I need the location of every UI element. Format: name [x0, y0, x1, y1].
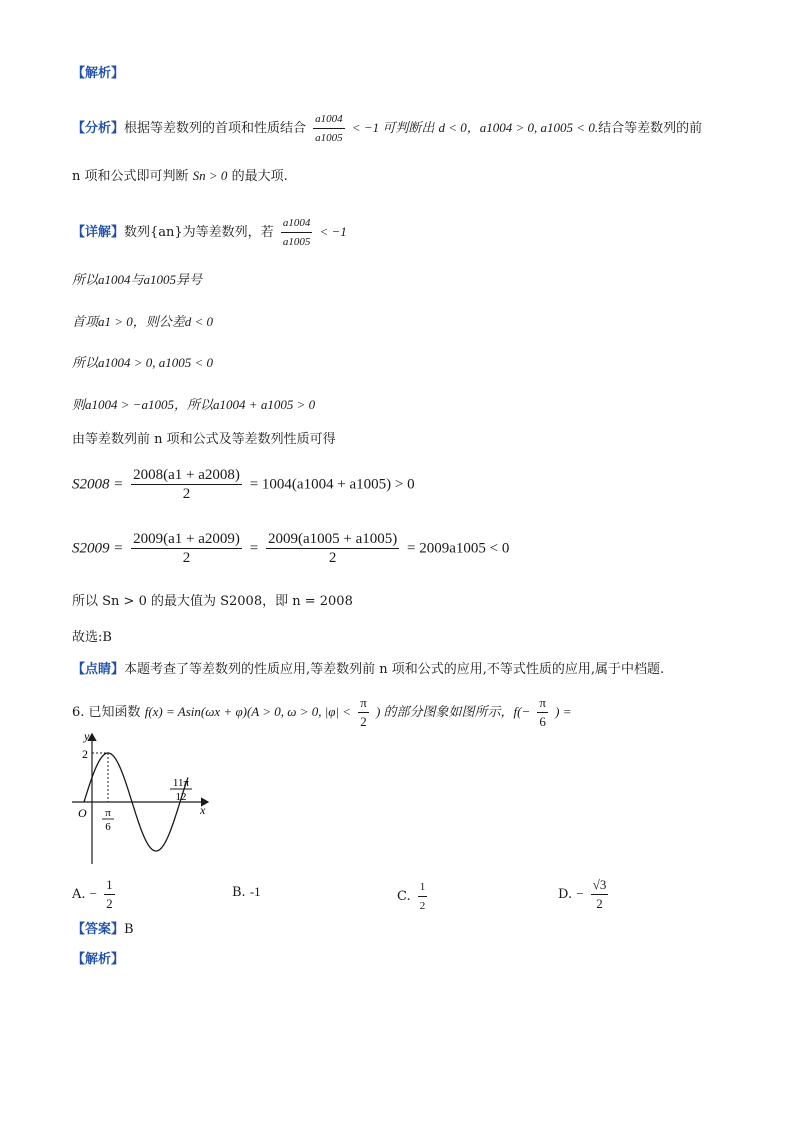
eq1-fraction — [131, 466, 242, 503]
option-d-sign: − — [576, 886, 584, 901]
x-tick-2-denominator: 12 — [175, 791, 187, 803]
option-d-letter: D. — [558, 887, 573, 902]
eq1-denominator: 2 — [182, 486, 191, 502]
origin-label: O — [78, 806, 87, 820]
analysis-line2-a: n 项和公式即可判断 — [72, 169, 189, 184]
equation-s2008 — [72, 466, 415, 503]
option-c — [397, 878, 430, 915]
analysis-paragraph-line2 — [72, 166, 288, 187]
option-c-letter: C. — [397, 889, 411, 904]
eq2-rhs: = 2009a1005 < 0 — [407, 540, 510, 557]
x-tick-2-numerator: 11π — [172, 777, 190, 789]
sine-graph — [66, 728, 226, 873]
option-c-numerator: 1 — [418, 878, 428, 897]
y-axis-label: y — [84, 729, 90, 743]
detail-paragraph — [72, 214, 347, 251]
option-d-fraction — [591, 876, 609, 913]
analysis-paragraph — [72, 110, 702, 147]
step-line: 由等差数列前 n 项和公式及等差数列性质可得 — [72, 432, 336, 447]
detail-text-2: < −1 — [319, 224, 347, 239]
step-line: 所以a1004与a1005异号 — [72, 272, 203, 287]
option-c-denominator: 2 — [419, 900, 426, 912]
y-tick-label: 2 — [82, 747, 88, 761]
option-d-numerator: √3 — [591, 876, 609, 895]
analysis-text-4: 结合等差数列的前 — [598, 121, 703, 136]
eq2-fraction-2 — [266, 530, 399, 567]
ratio-denominator: a1005 — [315, 132, 343, 144]
analysis-line2-b: 的最大项. — [231, 169, 288, 184]
question-q-den: 6 — [539, 714, 546, 729]
ratio-numerator: a1004 — [313, 110, 345, 129]
question-formula: f(x) = Asin(ωx + φ)(A > 0, ω > 0, |φ| < — [144, 704, 352, 719]
x-tick-1-numerator: π — [105, 807, 111, 819]
option-a-letter: A. — [72, 887, 86, 902]
question-6 — [72, 694, 571, 731]
analysis-text-2: < −1 可判断出 — [351, 120, 435, 135]
analysis-section-heading: 【解析】 — [72, 66, 125, 81]
option-a-denominator: 2 — [106, 896, 113, 911]
answer-value: B — [124, 922, 134, 937]
eq2-numerator-1: 2009(a1 + a2009) — [133, 531, 240, 547]
eq2-denominator-1: 2 — [182, 550, 191, 566]
eq2-mid: = — [249, 540, 259, 557]
x-tick-1-denominator: 6 — [105, 821, 111, 833]
x-axis-label: x — [200, 803, 206, 817]
option-a-fraction — [104, 876, 115, 913]
analysis-text-3: d < 0，a1004 > 0, a1005 < 0. — [438, 120, 599, 135]
choice-line: 故选:B — [72, 630, 112, 645]
eq1-numerator: 2008(a1 + a2008) — [133, 467, 240, 483]
option-a — [72, 876, 118, 913]
analysis-line2-math: Sn > 0 — [192, 168, 228, 183]
question-text-a: 已知函数 — [88, 705, 141, 720]
equation-s2009 — [72, 530, 509, 567]
detail-text-1: 数列{an}为等差数列，若 — [124, 225, 274, 240]
option-d-denominator: 2 — [596, 896, 603, 911]
question-pi-over-6 — [537, 694, 548, 731]
option-b — [232, 884, 261, 900]
eq2-fraction-1 — [131, 530, 242, 567]
step-line: 所以a1004 > 0, a1005 < 0 — [72, 355, 214, 370]
ratio-fraction — [313, 110, 345, 147]
step-line: 则a1004 > −a1005，所以a1004 + a1005 > 0 — [72, 397, 316, 412]
question-q-num: π — [537, 694, 548, 713]
comment-paragraph — [72, 660, 664, 680]
option-a-sign: − — [89, 886, 98, 901]
option-d — [558, 876, 611, 913]
question-pi-over-2 — [358, 694, 369, 731]
eq1-lhs: S2008 = — [72, 476, 124, 493]
comment-text: 本题考查了等差数列的性质应用,等差数列前 n 项和公式的应用,不等式性质的应用,属于中档题. — [124, 662, 665, 677]
analysis-tag: 【分析】 — [72, 121, 125, 136]
answer-tag: 【答案】 — [72, 922, 125, 937]
question-pi-num: π — [358, 694, 369, 713]
comment-tag: 【点睛】 — [72, 662, 125, 677]
answer-line — [72, 920, 134, 940]
option-c-fraction — [418, 878, 428, 915]
eq2-denominator-2: 2 — [328, 550, 337, 566]
detail-denominator: a1005 — [282, 236, 311, 248]
detail-tag: 【详解】 — [72, 225, 125, 240]
eq2-lhs: S2009 = — [72, 540, 124, 557]
solution-section-heading: 【解析】 — [72, 952, 125, 967]
analysis-text-1: 根据等差数列的首项和性质结合 — [124, 121, 307, 136]
question-text-b: ) 的部分图象如图所示，f(− — [375, 704, 531, 719]
option-a-numerator: 1 — [104, 876, 115, 895]
question-pi-den: 2 — [360, 714, 367, 729]
detail-numerator: a1004 — [281, 214, 313, 233]
option-b-value: -1 — [249, 884, 261, 899]
eq1-rhs: = 1004(a1004 + a1005) > 0 — [249, 476, 415, 493]
eq2-numerator-2: 2009(a1005 + a1005) — [267, 531, 398, 547]
question-number: 6. — [72, 705, 85, 720]
option-b-letter: B. — [232, 885, 246, 900]
step-line: 首项a1 > 0，则公差d < 0 — [72, 314, 214, 329]
question-text-c: ) = — [555, 704, 572, 719]
detail-fraction — [281, 214, 313, 251]
conclusion-line: 所以 Sn > 0 的最大值为 S2008，即 n = 2008 — [72, 594, 353, 609]
